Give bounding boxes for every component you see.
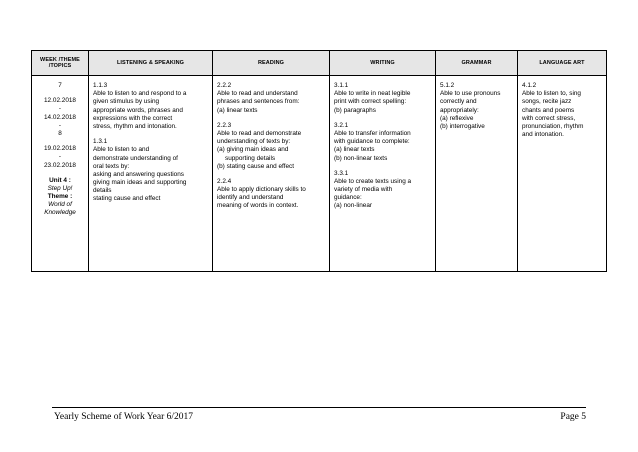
skill-text: expressions with the correct (93, 114, 173, 122)
footer-divider (52, 407, 586, 408)
spacer (34, 90, 86, 97)
header-grammar: GRAMMAR (436, 51, 518, 76)
unit-title: Step Up! (47, 184, 73, 192)
week-date: 12.02.2018 (44, 97, 76, 105)
skill-text: understanding of texts by: (217, 138, 291, 146)
skill-text: Able to transfer information (334, 129, 411, 137)
writing-cell (330, 76, 436, 272)
skill-text: (a) linear texts (334, 146, 375, 154)
language-art-cell (518, 76, 607, 272)
skill-text: Able to use pronouns (440, 90, 501, 98)
skill-text: stating cause and effect (93, 195, 161, 203)
skill-text: Able to listen to and respond to a (93, 90, 187, 98)
skill-text: and intonation. (522, 131, 564, 139)
skill-text: chants and poems (522, 106, 575, 114)
header-row (32, 51, 607, 76)
week-date: 19.02.2018 (44, 145, 76, 153)
skill-code: 1.3.1 (93, 138, 108, 146)
skill-text: Able to write in neat legible (334, 90, 411, 98)
skill-code: 2.2.4 (217, 177, 232, 185)
unit-label: Unit 4 : (49, 176, 71, 184)
skill-text: variety of media with (334, 186, 393, 194)
skill-text: (b) non-linear texts (334, 154, 388, 162)
spacer (217, 171, 326, 178)
skill-text: with guidance to complete: (334, 138, 410, 146)
skill-text: (b) interrogative (440, 122, 485, 130)
skill-text: supporting details (225, 154, 276, 162)
skill-text: demonstrate understanding of (93, 154, 178, 162)
week-number: 7 (58, 82, 62, 89)
footer-document-title: Yearly Scheme of Work Year 6/2017 (54, 412, 193, 422)
skill-text: (a) non-linear (334, 202, 373, 210)
week-number: 8 (58, 129, 62, 137)
header-writing: WRITING (330, 51, 436, 76)
skill-text: songs, recite jazz (522, 98, 572, 106)
week-theme-cell (32, 76, 89, 272)
skill-text: details (93, 187, 112, 195)
spacer (93, 131, 209, 138)
spacer (34, 138, 86, 145)
header-week-theme: WEEK /THEME /TOPICS (32, 51, 89, 76)
scheme-table (31, 50, 607, 272)
skill-code: 3.1.1 (334, 82, 349, 89)
table-row (32, 76, 607, 272)
reading-cell (213, 76, 330, 272)
skill-text: guidance: (334, 194, 362, 202)
date-separator: - (58, 105, 62, 113)
skill-text: pronunciation, rhythm (522, 122, 584, 130)
listening-speaking-cell (89, 76, 213, 272)
theme-label: Theme : (47, 193, 73, 201)
header-listening-speaking: LISTENING & SPEAKING (89, 51, 213, 76)
skill-code: 2.2.3 (217, 121, 232, 129)
skill-text: (a) giving main ideas and (217, 146, 289, 154)
skill-text: appropriately: (440, 106, 479, 114)
spacer (334, 163, 432, 170)
skill-text: Able to read and understand (217, 90, 298, 98)
skill-text: (a) reflexive (440, 114, 474, 122)
skill-text: Able to apply dictionary skills to (217, 186, 306, 194)
skill-code: 1.1.3 (93, 82, 108, 89)
skill-text: appropriate words, phrases and (93, 106, 183, 114)
skill-code: 2.2.2 (217, 82, 232, 89)
skill-text: given stimulus by using (93, 98, 160, 106)
skill-text: Able to listen to, sing (522, 90, 581, 98)
skill-text: Able to listen to and (93, 146, 150, 154)
header-language-art: LANGUAGE ART (518, 51, 607, 76)
theme-title: Knowledge (44, 209, 76, 217)
skill-text: Able to read and demonstrate (217, 129, 302, 137)
week-date: 23.02.2018 (44, 161, 76, 169)
header-reading: READING (213, 51, 330, 76)
spacer (334, 115, 432, 122)
skill-text: identify and understand (217, 194, 284, 202)
theme-title: World of (48, 201, 72, 209)
skill-text: (b) stating cause and effect (217, 162, 294, 170)
skill-text: (a) linear texts (217, 106, 258, 114)
skill-text: stress, rhythm and intonation. (93, 122, 177, 130)
skill-code: 3.2.1 (334, 121, 349, 129)
date-separator: - (58, 153, 62, 161)
date-separator: - (58, 121, 62, 129)
skill-text: phrases and sentences from: (217, 98, 300, 106)
skill-code: 4.1.2 (522, 82, 537, 89)
skill-text: giving main ideas and supporting (93, 179, 187, 187)
skill-code: 5.1.2 (440, 82, 455, 89)
grammar-cell (436, 76, 518, 272)
spacer (34, 170, 86, 177)
skill-text: (b) paragraphs (334, 106, 376, 114)
skill-text: oral texts by: (93, 162, 130, 170)
spacer (217, 115, 326, 122)
skill-text: with correct stress, (522, 114, 576, 122)
skill-text: correctly and (440, 98, 477, 106)
skill-text: meaning of words in context. (217, 202, 299, 210)
skill-text: print with correct spelling: (334, 98, 407, 106)
footer-page-number: Page 5 (560, 412, 586, 422)
skill-code: 3.3.1 (334, 169, 349, 177)
week-date: 14.02.2018 (44, 113, 76, 121)
skill-text: asking and answering questions (93, 170, 184, 178)
skill-text: Able to create texts using a (334, 177, 412, 185)
